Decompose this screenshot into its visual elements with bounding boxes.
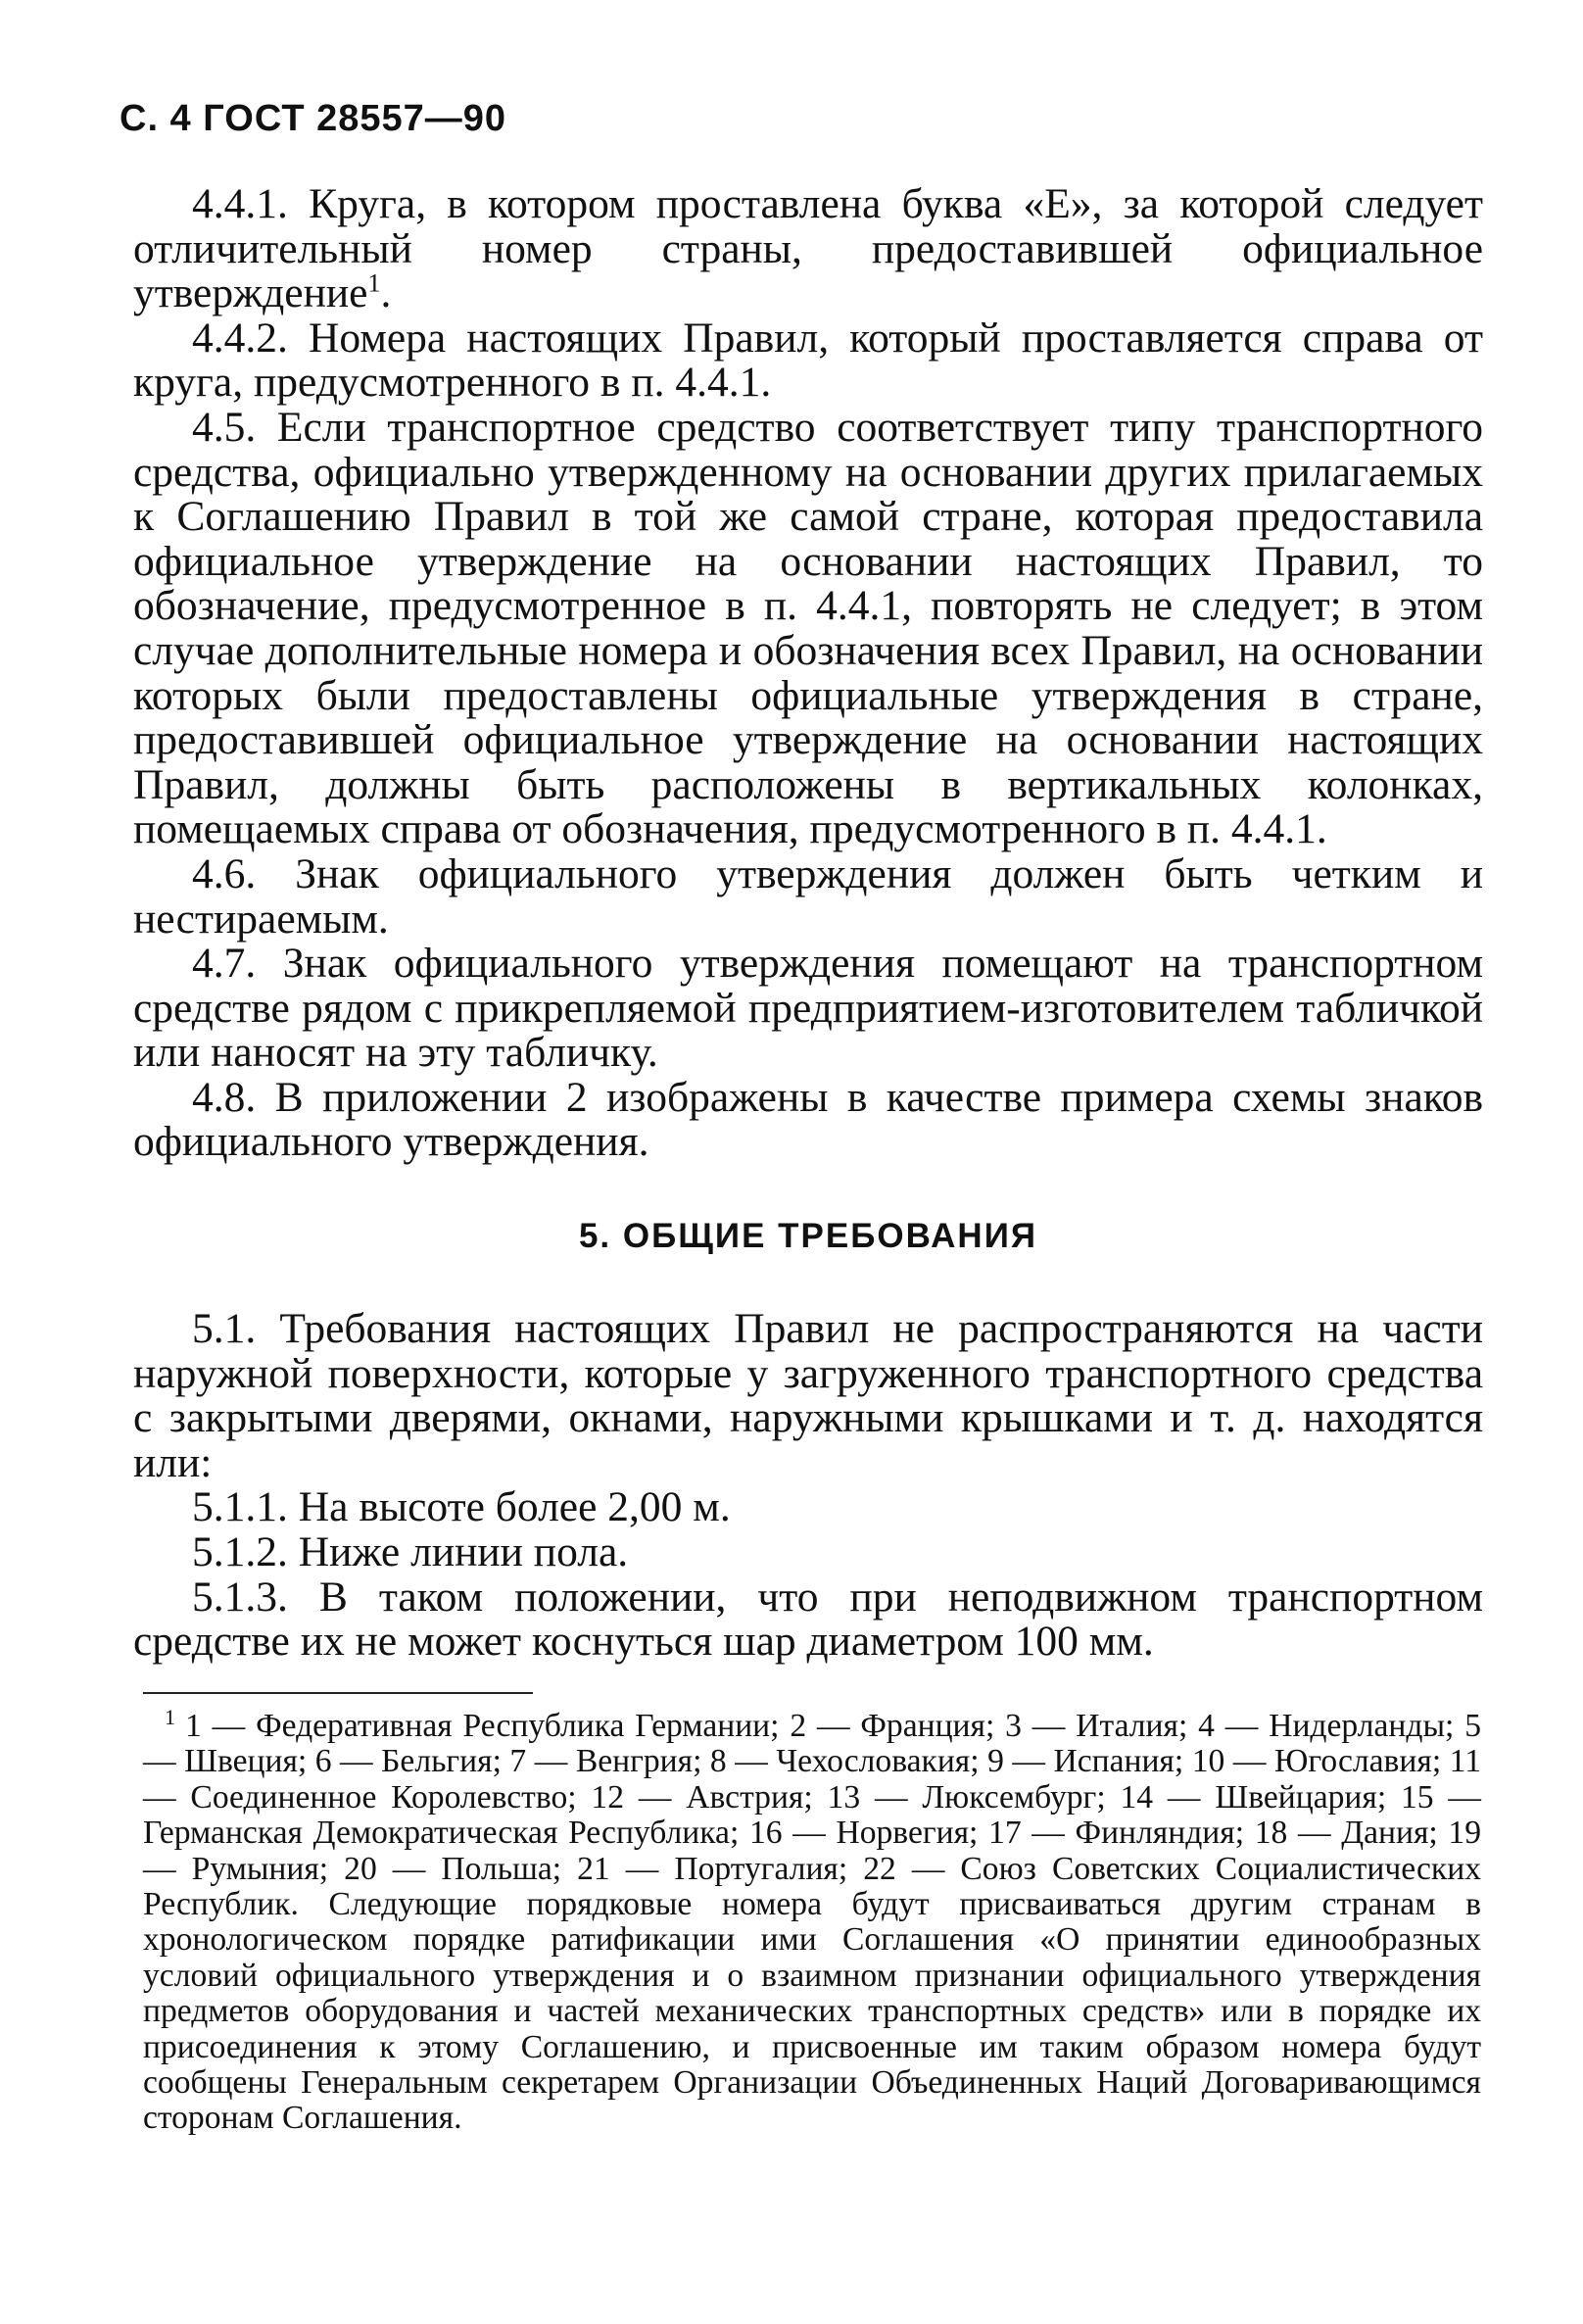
paragraph-4-8: 4.8. В приложении 2 изображены в качестве примера схемы знаков официального утверждения. — [133, 1073, 1483, 1166]
footnote-mark: 1 — [165, 1704, 175, 1729]
paragraph-5-1: 5.1. Требования настоящих Правил не распространяются на части наружной поверхности, которые у загруженного транспортного средства с закрытыми дверями, окнами, наружными крышками и т. д. находятся или: — [133, 1305, 1483, 1486]
paragraph-5-1-3: 5.1.3. В таком положении, что при неподвижном транспортном средстве их не может коснуться шар диаметром 100 мм. — [133, 1573, 1483, 1666]
paragraph-4-4-2: 4.4.2. Номера настоящих Правил, который проставляется справа от круга, предусмотренного в п. 4.4.1. — [133, 314, 1483, 407]
section-title: 5. ОБЩИЕ ТРЕБОВАНИЯ — [578, 1217, 1038, 1256]
page-header: С. 4 ГОСТ 28557—90 — [120, 98, 507, 139]
paragraph-text: 4.4.1. Круга, в котором проставлена буква «Е», за которой следует отличительный номер страны, предоставившей официальное утверждение — [133, 180, 1483, 317]
paragraph-4-4-1 — [133, 182, 1483, 316]
footnote-divider — [143, 1692, 533, 1694]
footnote — [143, 1704, 1481, 2137]
paragraph-4-7: 4.7. Знак официального утверждения помещают на транспортном средстве рядом с прикрепляемой предприятием-изготовителем табличкой или наносят на эту табличку. — [133, 940, 1483, 1077]
footnote-reference: 1 — [367, 268, 381, 298]
paragraph-4-6: 4.6. Знак официального утверждения должен быть четким и нестираемым. — [133, 849, 1483, 943]
footnote-text: 1 — Федеративная Республика Германии; 2 — Франция; 3 — Италия; 4 — Нидерланды; 5 — Швеция; 6 — Бельгия; 7 — Венгрия; 8 — Чехословакия; 9 — Испания; 10 — Югославия; 11 — Соединенное Королевство; 12 — Австрия; 13 — Люксембург; 14 — Швейцария; 15 — Германская Демократическая Республика; 16 — Норвегия; 17 — Финляндия; 18 — Дания; 19 — Румыния; 20 — Польша; 21 — Португалия; 22 — Союз Советских Социалистических Республик. Следующие порядковые номера будут присваиваться другим странам в хронологическом порядке ратификации ими Соглашения «О принятии единообразных условий официального утверждения и о взаимном признании официального утверждения предметов оборудования и частей механических транспортных средств» или в порядке их присоединения к этому Соглашению, и присвоенные им таким образом номера будут сообщены Генеральным секретарем Организации Объединенных Наций Договаривающимся сторонам Соглашения. — [143, 1708, 1481, 2137]
paragraph-end: . — [380, 269, 392, 317]
paragraph-5-1-2: 5.1.2. Ниже линии пола. — [192, 1528, 629, 1576]
paragraph-4-5: 4.5. Если транспортное средство соответствует типу транспортного средства, официально утвержденному на основании других прилагаемых к Соглашению Правил в той же самой стране, которая предоставила официальное утверждение на основании настоящих Правил, то обозначение, предусмотренное в п. 4.4.1, повторять не следует; в этом случае дополнительные номера и обозначения всех Правил, на основании которых были предоставлены официальные утверждения в стране, предоставившей официальное утверждение на основании настоящих Правил, должны быть расположены в вертикальных колонках, помещаемых справа от обозначения, предусмотренного в п. 4.4.1. — [133, 403, 1483, 853]
paragraph-5-1-1: 5.1.1. На высоте более 2,00 м. — [192, 1483, 731, 1531]
body-text — [133, 182, 1483, 1665]
